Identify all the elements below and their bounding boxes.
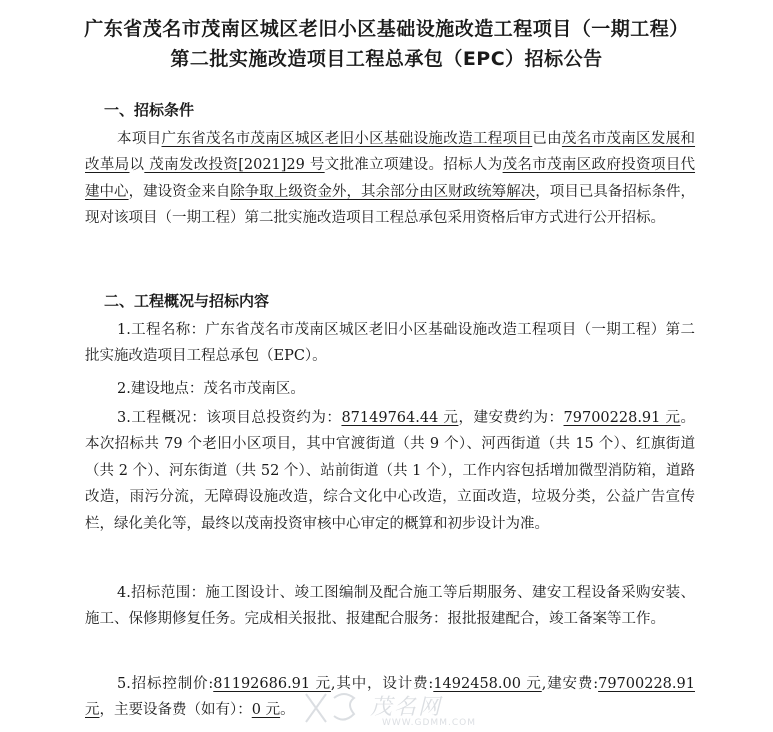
watermark-url: WWW.GDMM.COM — [382, 718, 476, 728]
text-fragment: ,其中，设计费: — [330, 676, 434, 692]
item-4-tender-scope: 4.招标范围：施工图设计、竣工图编制及配合施工等后期服务、建安工程设备采购安装、施工、保修期修复任务。完成相关报批、报建配合服务：报批报建配合，竣工备案等工作。 — [85, 585, 695, 628]
approver-underlined: 茂名市茂南区发展和改革局 — [85, 131, 696, 174]
text-fragment: ，主要设备费（如有）： — [99, 702, 252, 719]
item-1-project-name: 1.工程名称：广东省茂名市茂南区城区老旧小区基础设施改造工程项目（一期工程）第二批实施改造项目工程总承包（EPC）。 — [85, 322, 695, 365]
text-fragment: 3.工程概况：该项目总投资约为： — [117, 410, 342, 426]
text-fragment: 。本次招标共 79 个老旧小区项目，其中官渡街道（共 9 个）、河西街道（共 15 个）、红旗街道（共 2 个）、河东街道（共 52 个）、站前街道（共 1 个），工作内容包括增加微型消防箱，道路改造，雨污分流，无障碍设施改造，综合文化中心改造，立面改造，垃圾分类，公益广告宣传栏，绿化美化等，最终以茂南投资审核中心审定的概算和初步设计为准。 — [85, 410, 696, 532]
project-name-underlined: 广东省茂名市茂南区城区老旧小区基础设施改造工程项目 — [161, 131, 533, 147]
watermark-site-name: 茂名网 — [370, 695, 443, 720]
text-fragment: ,建安费: — [541, 676, 599, 692]
approval-doc-number-underlined: 茂南发改投资[2021]29 号 — [144, 157, 325, 174]
control-price-underlined: 81192686.91 元 — [213, 676, 331, 692]
section-heading-project-overview: 二、工程概况与招标内容 — [104, 292, 270, 310]
item-3-project-overview — [85, 405, 695, 537]
text-fragment: 。 — [280, 702, 295, 719]
text-fragment: 以 — [129, 157, 145, 174]
text-fragment: ，项目已具备招标条件，现对该项目（一期工程）第二批实施改造项目工程总承包采用资格后审方式进行公开招标。 — [85, 183, 696, 227]
equipment-fee-underlined: 0 元 — [251, 702, 281, 719]
text-fragment: ，建安费约为： — [458, 410, 564, 426]
section-heading-tender-conditions: 一、招标条件 — [104, 101, 195, 119]
item-2-location: 2.建设地点：茂名市茂南区。 — [117, 381, 305, 397]
document-title-line-2: 第二批实施改造项目工程总承包（EPC）招标公告 — [170, 48, 603, 70]
design-fee-underlined: 1492458.00 元 — [433, 676, 542, 692]
construction-fee-underlined: 79700228.91 元 — [85, 676, 695, 719]
total-investment-underlined: 87149764.44 元 — [341, 410, 459, 426]
text-fragment: 本项目 — [117, 131, 162, 147]
funding-source-underlined: 除争取上级资金外，其余部分由区财政统筹解决 — [230, 183, 536, 200]
construction-cost-underlined: 79700228.91 元 — [563, 410, 681, 426]
text-fragment: ，建设资金来自 — [128, 183, 231, 200]
item-5-control-price — [85, 671, 695, 724]
tenderer-underlined: 茂名市茂南区政府投资项目代建中心 — [85, 157, 696, 200]
document-title-line-1: 广东省茂名市茂南区城区老旧小区基础设施改造工程项目（一期工程） — [84, 18, 689, 40]
text-fragment: 5.招标控制价: — [117, 676, 214, 692]
tender-conditions-paragraph — [85, 126, 695, 232]
text-fragment: 已由 — [532, 131, 562, 147]
text-fragment: 文批准立项建设。招标人为 — [324, 157, 503, 174]
